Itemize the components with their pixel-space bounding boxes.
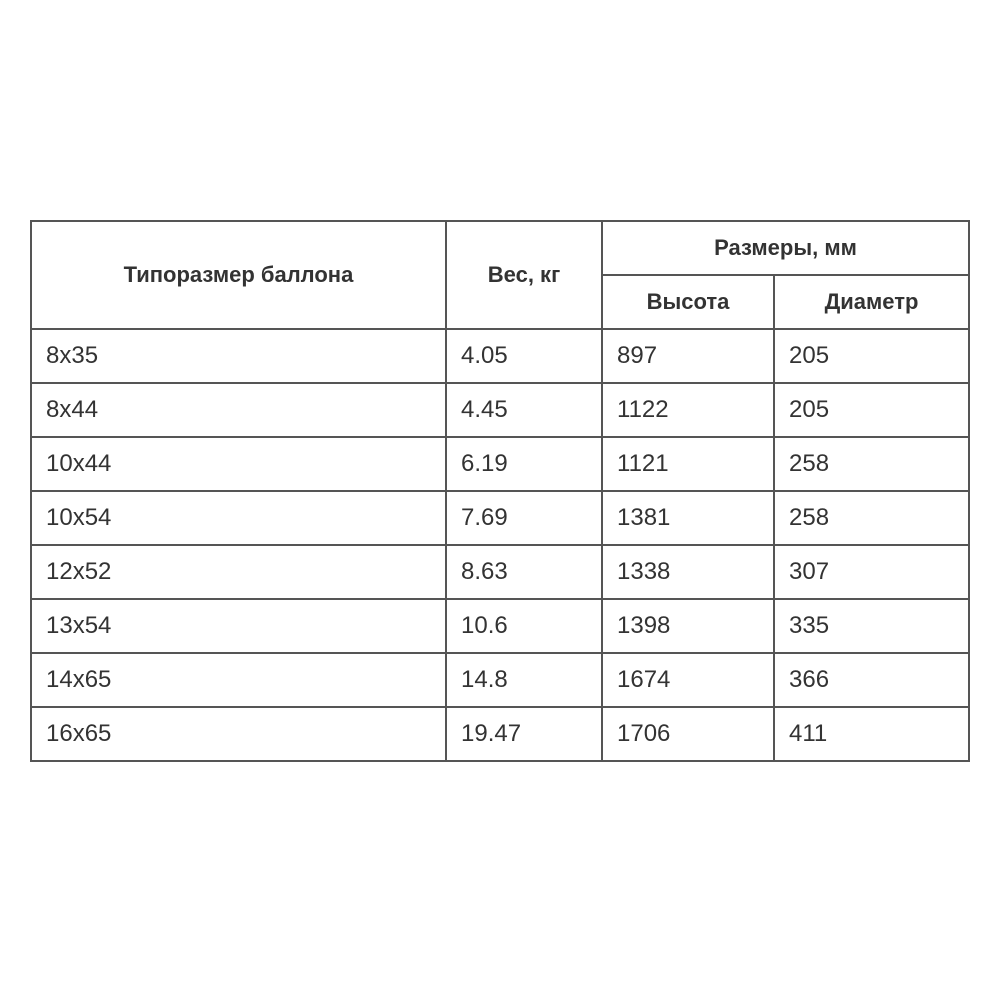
cell-weight: 10.6 xyxy=(446,599,602,653)
table-row xyxy=(31,599,969,653)
cell-height: 1706 xyxy=(602,707,774,761)
cell-diameter: 205 xyxy=(774,383,969,437)
table-row xyxy=(31,653,969,707)
cell-diameter: 335 xyxy=(774,599,969,653)
header-size: Типоразмер баллона xyxy=(31,221,446,329)
table-row xyxy=(31,545,969,599)
cell-size: 10x54 xyxy=(31,491,446,545)
cell-height: 897 xyxy=(602,329,774,383)
cell-size: 8x44 xyxy=(31,383,446,437)
table-row xyxy=(31,491,969,545)
cell-weight: 6.19 xyxy=(446,437,602,491)
cell-size: 14x65 xyxy=(31,653,446,707)
cell-height: 1398 xyxy=(602,599,774,653)
cell-weight: 4.05 xyxy=(446,329,602,383)
cell-size: 12x52 xyxy=(31,545,446,599)
cylinder-spec-table xyxy=(30,220,970,762)
cell-weight: 14.8 xyxy=(446,653,602,707)
cell-diameter: 307 xyxy=(774,545,969,599)
cell-weight: 4.45 xyxy=(446,383,602,437)
cell-height: 1121 xyxy=(602,437,774,491)
cell-height: 1674 xyxy=(602,653,774,707)
header-diameter: Диаметр xyxy=(774,275,969,329)
cell-diameter: 366 xyxy=(774,653,969,707)
table-row xyxy=(31,329,969,383)
cell-diameter: 258 xyxy=(774,491,969,545)
header-height: Высота xyxy=(602,275,774,329)
table-body xyxy=(31,329,969,761)
table-row xyxy=(31,383,969,437)
cell-weight: 7.69 xyxy=(446,491,602,545)
cell-size: 10x44 xyxy=(31,437,446,491)
header-weight: Вес, кг xyxy=(446,221,602,329)
cell-height: 1381 xyxy=(602,491,774,545)
cell-diameter: 258 xyxy=(774,437,969,491)
table-header xyxy=(31,221,969,329)
cell-size: 8x35 xyxy=(31,329,446,383)
cell-diameter: 411 xyxy=(774,707,969,761)
cell-height: 1338 xyxy=(602,545,774,599)
cell-diameter: 205 xyxy=(774,329,969,383)
cell-size: 16x65 xyxy=(31,707,446,761)
cell-weight: 19.47 xyxy=(446,707,602,761)
cell-size: 13x54 xyxy=(31,599,446,653)
cell-height: 1122 xyxy=(602,383,774,437)
table-row xyxy=(31,707,969,761)
cell-weight: 8.63 xyxy=(446,545,602,599)
table-row xyxy=(31,437,969,491)
header-row-top xyxy=(31,221,969,275)
header-dimensions: Размеры, мм xyxy=(602,221,969,275)
